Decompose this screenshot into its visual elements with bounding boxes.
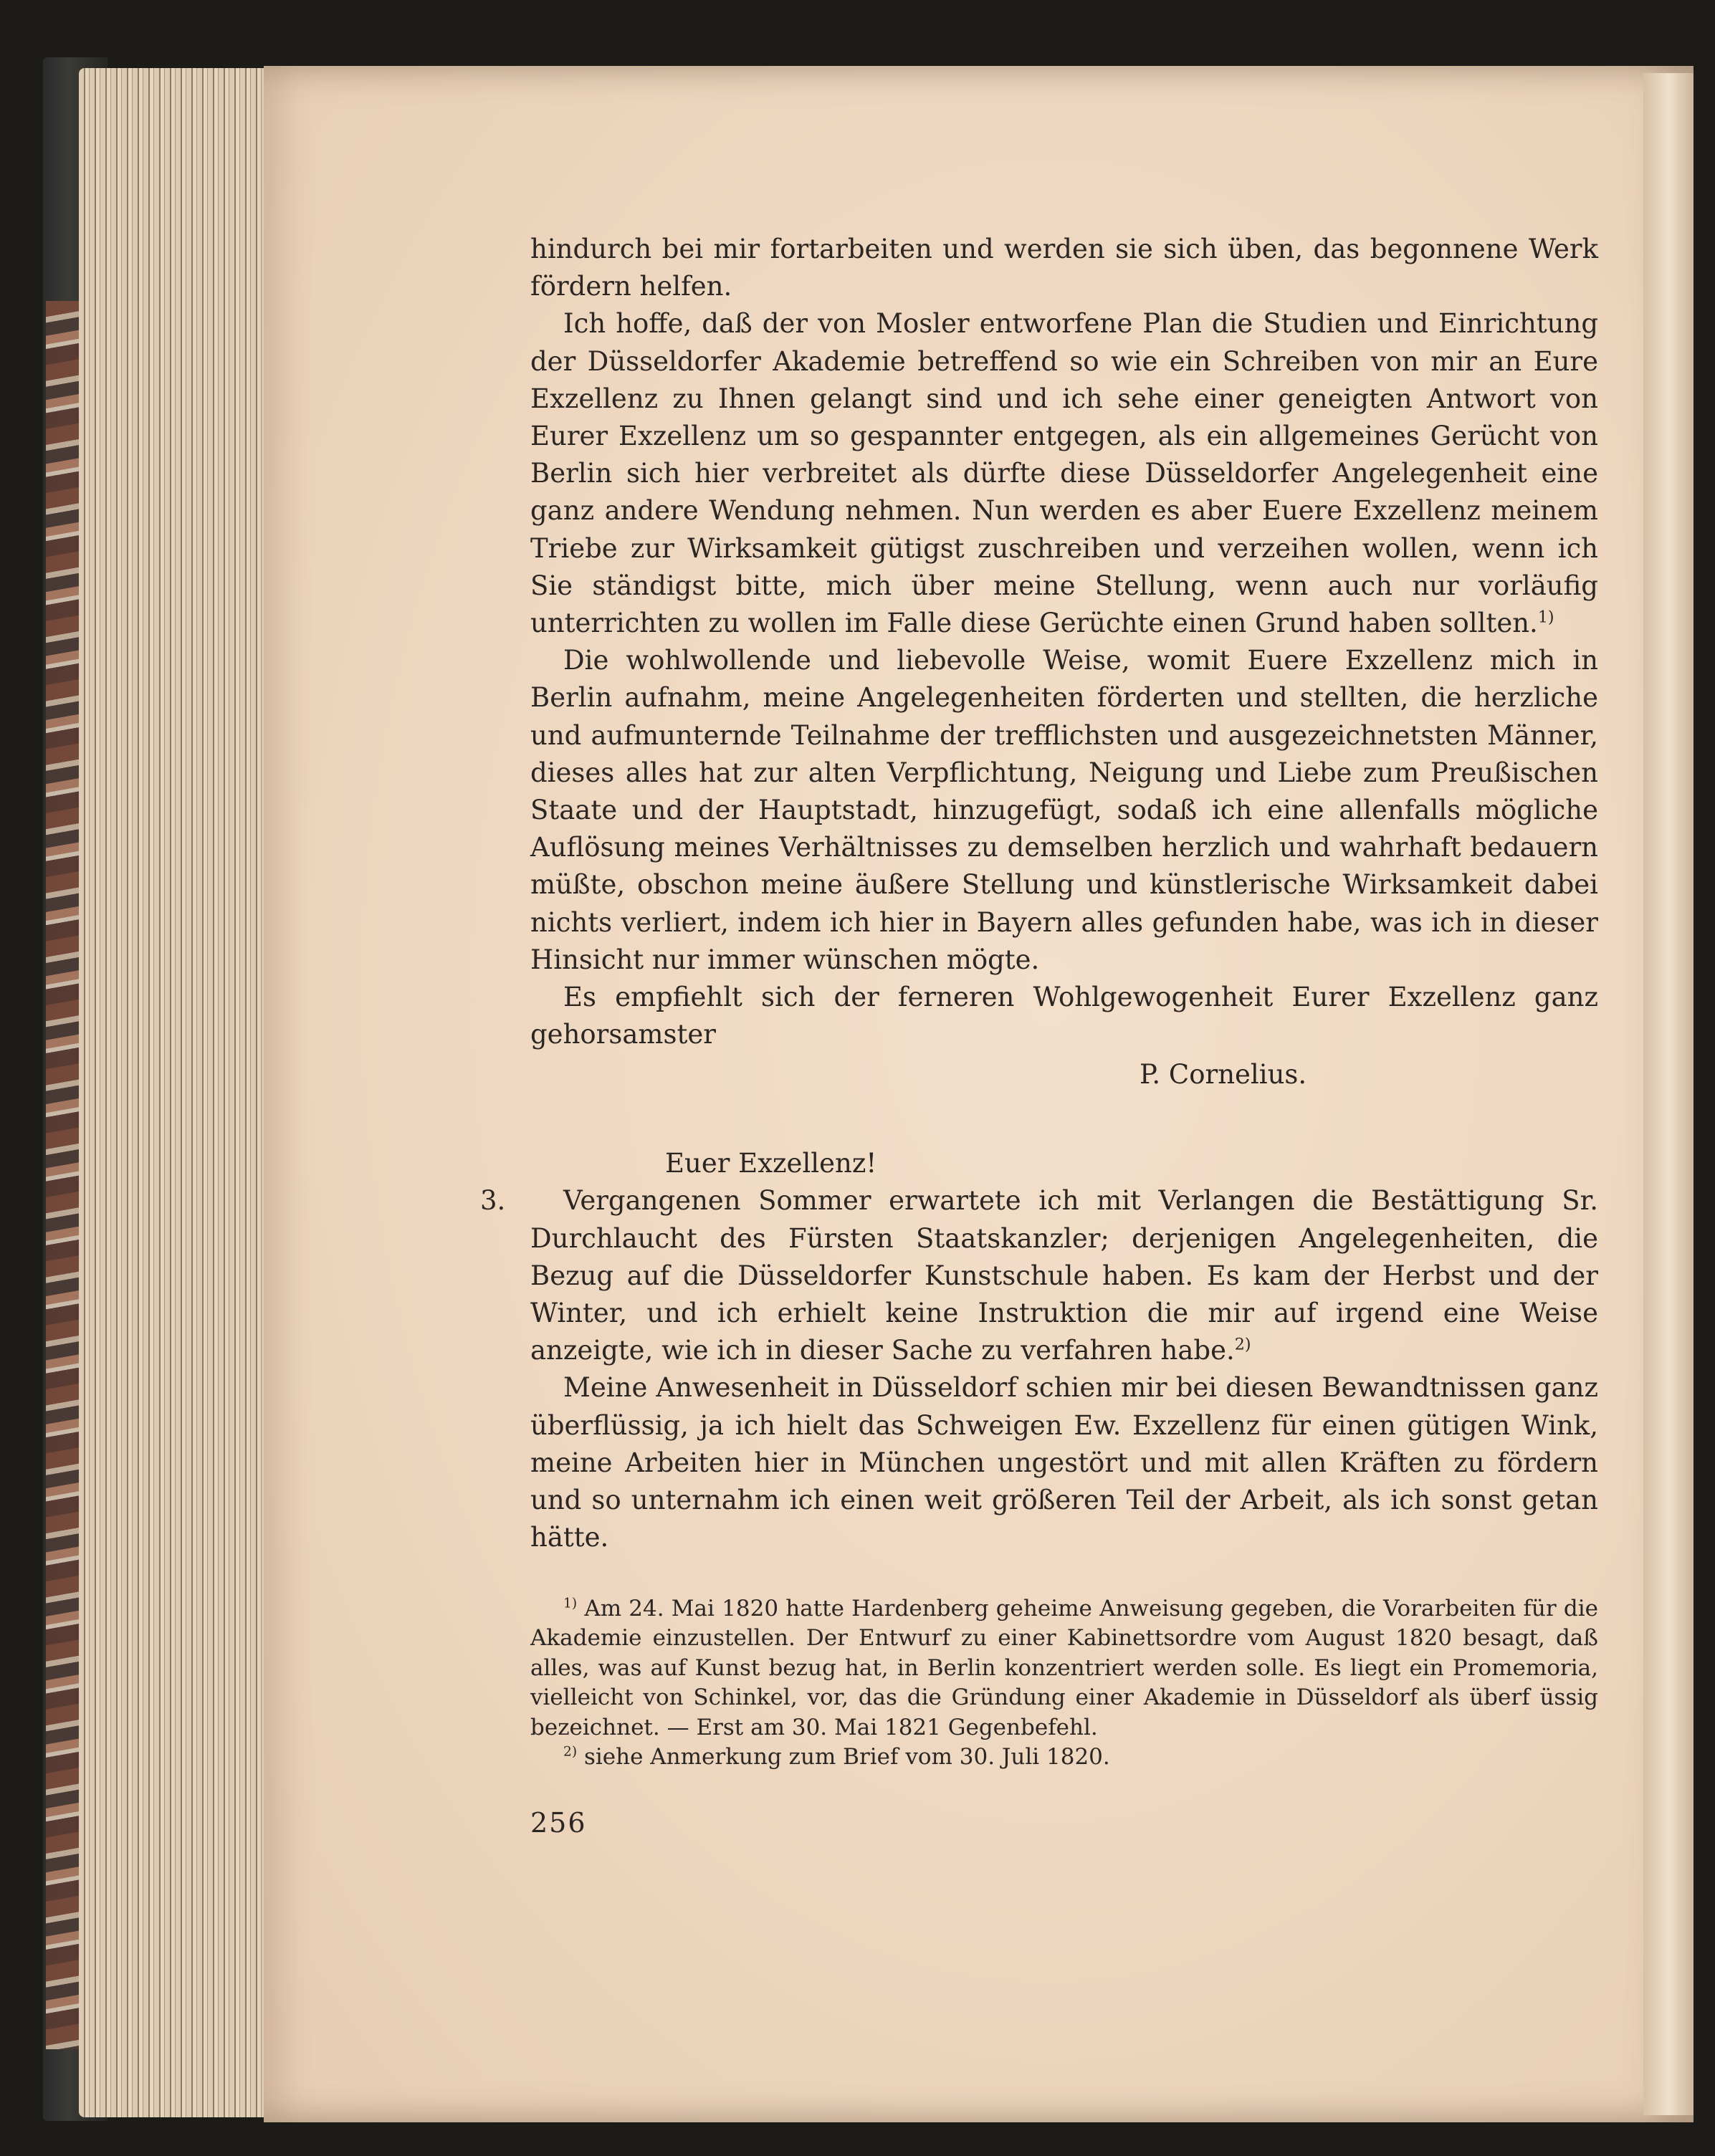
paragraph-2-text: Ich hoffe, daß der von Mosler entworfene Plan die Studien und Einrichtung der Düsseldorfer Akademie betreffend so wie ein Schreiben von mir an Eure Exzellenz zu Ihnen gelangt sind und ich sehe einer geneigten Antwort von Eurer Exzellenz um so gespannter entgegen, als ein allgemeines Gerücht von Berlin sich hier verbreitet als dürfte diese Düsseldorfer Angelegenheit eine ganz andere Wendung nehmen. Nun werden es aber Euere Exzellenz meinem Triebe zur Wirksamkeit gütigst zuschreiben und verzeihen wollen, wenn ich Sie ständigst bitte, mich über meine Stellung, wenn auch nur vorläufig unterrichten zu wollen im Falle diese Gerüchte einen Grund haben sollten.: [530, 308, 1598, 639]
letter-paragraph-1-text: Vergangenen Sommer erwartete ich mit Verlangen die Bestättigung Sr. Durchlaucht des Fürsten Staatskanzler; derjenigen Angelegenheiten, die Bezug auf die Düsseldorfer Kunstschule haben. Es kam der Herbst und der Winter, und ich erhielt keine Instruktion die mir auf irgend eine Weise anzeigte, wie ich in dieser Sache zu verfahren habe.: [530, 1185, 1598, 1366]
paragraph-2: [530, 305, 1598, 642]
page-number: 256: [530, 1806, 587, 1839]
footnote-ref-1[interactable]: 1): [1537, 608, 1554, 627]
paragraph-4: Es empfiehlt sich der ferneren Wohlgewogenheit Eurer Exzellenz ganz gehorsamster: [530, 982, 1598, 1050]
page-edges: [79, 68, 272, 2117]
footnotes: [530, 1594, 1598, 1773]
footnote-mark-2: 2): [563, 1744, 578, 1760]
book-gutter: [1643, 73, 1693, 2115]
footnote-1: [530, 1594, 1598, 1743]
salutation: Euer Exzellenz!: [665, 1148, 877, 1179]
paragraph-1: hindurch bei mir fortarbeiten und werden sie sich üben, das begonnene Werk fördern helfen.: [530, 234, 1598, 302]
paragraph-3: Die wohlwollende und liebevolle Weise, womit Euere Exzellenz mich in Berlin aufnahm, meine Angelegenheiten förderten und stellten, die herzliche und aufmunternde Teilnahme der trefflichsten und ausgezeichnetsten Männer, dieses alles hat zur alten Verpflichtung, Neigung und Liebe zum Preußischen Staate und der Hauptstadt, hinzugefügt, sodaß ich eine allenfalls mögliche Auflösung meines Verhältnisses zu demselben herzlich und wahrhaft bedauern müßte, obschon meine äußere Stellung und künstlerische Wirksamkeit dabei nichts verliert, indem ich hier in Bayern alles gefunden habe, was ich in dieser Hinsicht nur immer wünschen mögte.: [530, 645, 1598, 975]
page-text: [480, 231, 1598, 1839]
footnote-2-text: siehe Anmerkung zum Brief vom 30. Juli 1820.: [583, 1744, 1110, 1770]
footnote-2: [530, 1743, 1598, 1773]
signature: P. Cornelius.: [1140, 1059, 1307, 1091]
footnote-1-text: Am 24. Mai 1820 hatte Hardenberg geheime Anweisung gegeben, die Vorarbeiten für die Akademie einzustellen. Der Entwurf zu einer Kabinettsordre vom August 1820 besagt, daß alles, was auf Kunst bezug hat, in Berlin konzentriert werden solle. Es liegt ein Promemoria, vielleicht von Schinkel, vor, das die Gründung einer Akademie in Düsseldorf als überf üssig bezeichnet. — Erst am 30. Mai 1821 Gegenbefehl.: [530, 1595, 1598, 1740]
letter-number: 3.: [480, 1185, 506, 1217]
letter-3: [480, 1182, 1598, 1556]
footnote-ref-2[interactable]: 2): [1234, 1335, 1251, 1354]
footnote-mark-1: 1): [563, 1596, 578, 1611]
letter-paragraph-1: [530, 1182, 1598, 1369]
letter-paragraph-2: Meine Anwesenheit in Düsseldorf schien mir bei diesen Bewandtnissen ganz überflüssig, ja ich hielt das Schweigen Ew. Exzellenz für einen gütigen Wink, meine Arbeiten hier in München ungestört und mit allen Kräften zu fördern und so unternahm ich einen weit größeren Teil der Arbeit, als ich sonst getan hätte.: [530, 1372, 1598, 1553]
